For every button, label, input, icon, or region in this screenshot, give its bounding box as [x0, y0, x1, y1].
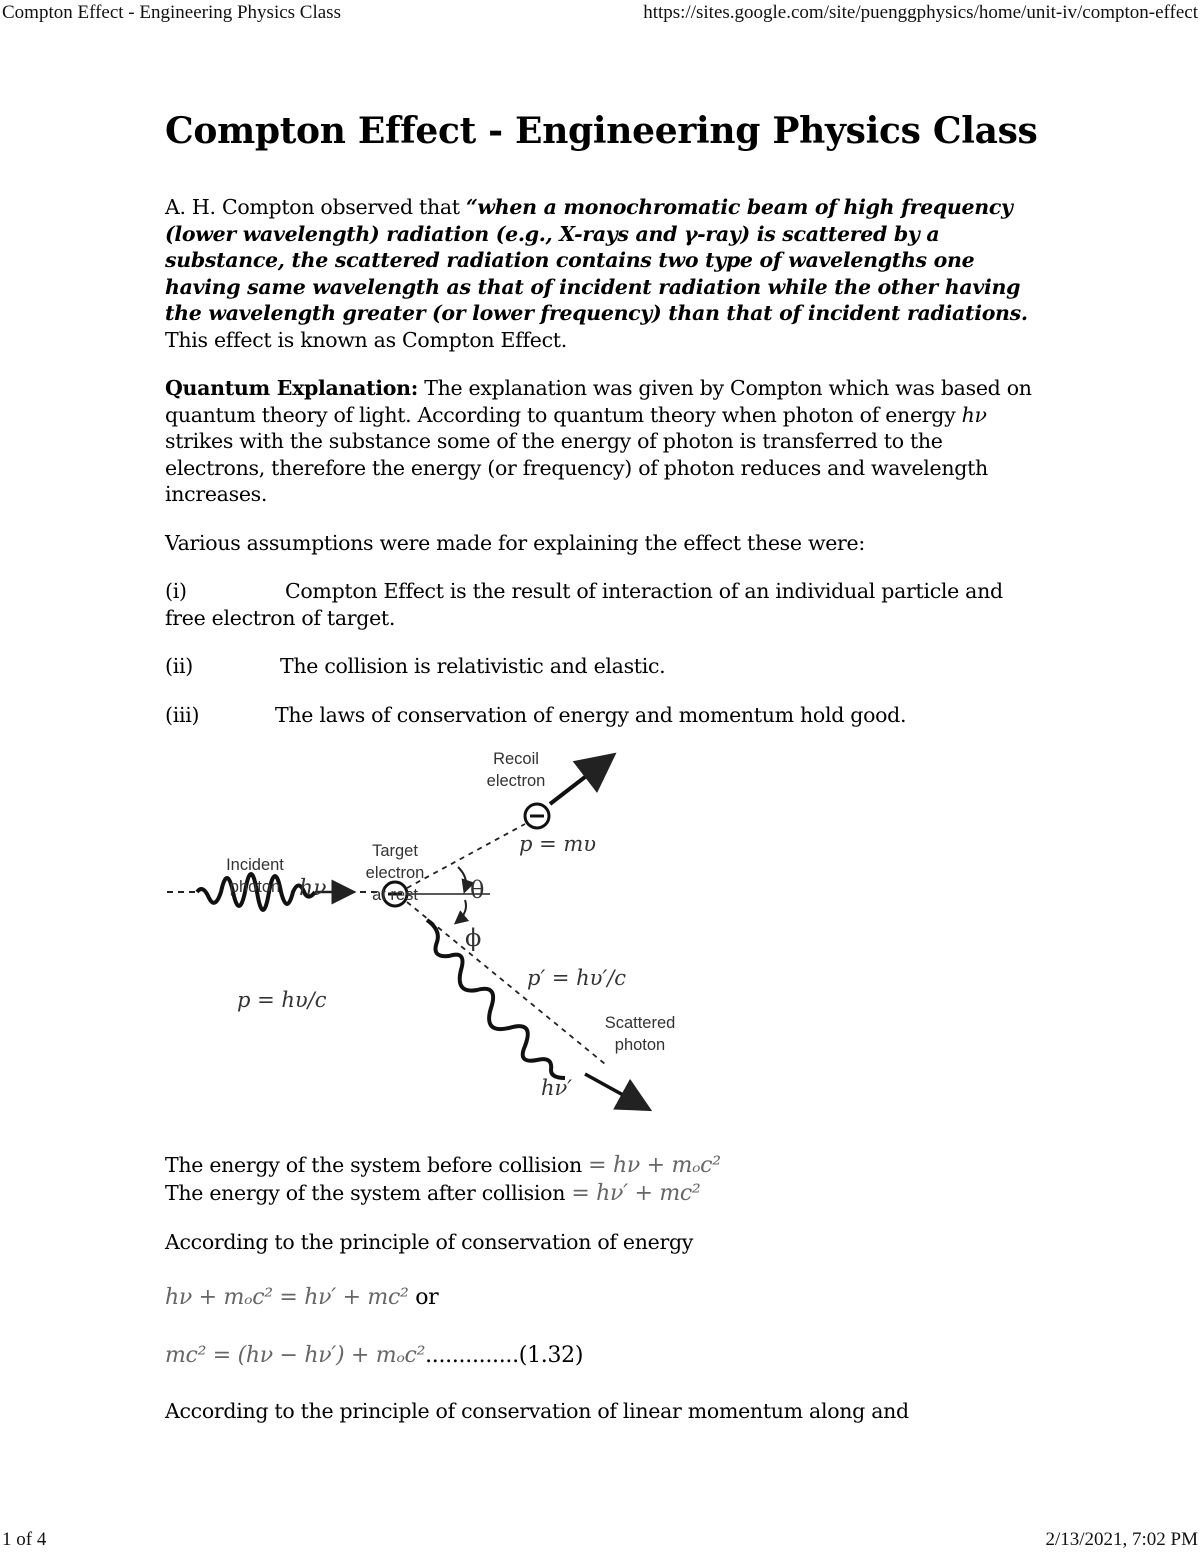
- intro-quote: “when a monochromatic beam of high frequency (lower wavelength) radiation (e.g., X-rays and γ-ray) is scattered by a substance, the scattered radiation contains two type of wavelengths one having same wavelength as that of incident radiation while the other having the wavelength greater (or lower frequency) than that of incident radiations.: [165, 195, 1028, 325]
- recoil-arrow: [550, 760, 607, 804]
- assumption-text: Compton Effect is the result of interaction of an individual particle and free electron of target.: [165, 579, 1003, 630]
- quantum-label: Quantum Explanation:: [165, 376, 418, 400]
- energy-before-line: [165, 1152, 1045, 1180]
- header-url[interactable]: https://sites.google.com/site/puenggphysics/home/unit-iv/compton-effect: [643, 2, 1198, 23]
- phi-arc: [457, 900, 466, 922]
- recoil-momentum-label: p = mυ: [519, 832, 597, 856]
- scattered-arrow: [585, 1074, 643, 1106]
- print-footer: [0, 1529, 1200, 1553]
- energy-after-line: [165, 1180, 1045, 1208]
- assumption-text: The laws of conservation of energy and momentum hold good.: [275, 702, 907, 727]
- energy-before-text: The energy of the system before collision: [165, 1153, 589, 1177]
- scattered-momentum-label: p′ = hυ′/c: [527, 966, 627, 990]
- equation-1-suffix: or: [415, 1284, 439, 1310]
- equation-1-line: [165, 1282, 1045, 1314]
- quantum-explanation-paragraph: [165, 375, 1045, 508]
- header-page-title: Compton Effect - Engineering Physics Class: [2, 2, 341, 23]
- scattered-wave: [427, 920, 565, 1078]
- quantum-text-2: strikes with the substance some of the energy of photon is transferred to the electrons, therefore the energy (or frequency) of photon reduces and wavelength increases.: [165, 429, 988, 506]
- equation-1: hν + mₒc² = hν′ + mc²: [165, 1284, 409, 1310]
- conservation-energy-text: According to the principle of conservation of energy: [165, 1230, 694, 1254]
- assumptions-intro: Various assumptions were made for explaining the effect these were:: [165, 530, 865, 555]
- energy-after-equation: = hν′ + mc²: [571, 1180, 701, 1206]
- assumption-item-2: [165, 653, 1045, 680]
- recoil-electron-label: Recoil electron: [486, 750, 546, 790]
- quantum-text-1: The explanation was given by Compton which was based on quantum theory of light. According to quantum theory when photon of energy: [165, 376, 1032, 427]
- intro-prefix: A. H. Compton observed that: [165, 195, 466, 219]
- conservation-momentum-text: According to the principle of conservation of linear momentum along and: [165, 1398, 909, 1423]
- print-datetime: 2/13/2021, 7:02 PM: [1045, 1529, 1198, 1550]
- assumption-num: (ii): [165, 654, 193, 678]
- assumption-num: (iii): [165, 702, 200, 727]
- theta-label: θ: [470, 876, 485, 904]
- equation-2-suffix: ..............(1.32): [425, 1342, 584, 1368]
- intro-suffix: This effect is known as Compton Effect.: [165, 327, 567, 352]
- incident-hv-label: hν: [299, 876, 327, 901]
- document-body: [165, 110, 1045, 1424]
- scattered-photon-label: Scattered photon: [604, 1014, 676, 1054]
- assumption-num: (i): [165, 579, 187, 603]
- assumption-item-1: [165, 578, 1045, 631]
- energy-before-equation: = hν + mₒc²: [588, 1153, 721, 1178]
- compton-diagram-svg: [165, 744, 695, 1124]
- quantum-hv: hν: [961, 402, 987, 427]
- equation-2: mc² = (hν − hν′) + mₒc²: [165, 1342, 426, 1368]
- page-title: Compton Effect - Engineering Physics Class: [165, 110, 1038, 152]
- incident-momentum-label: p = hυ/c: [237, 988, 327, 1012]
- print-header: [0, 2, 1200, 26]
- energy-after-text: The energy of the system after collision: [165, 1180, 572, 1205]
- equation-2-line: [165, 1340, 1045, 1372]
- incident-photon-label: Incident photon: [226, 856, 284, 896]
- assumption-item-3: [165, 702, 1045, 729]
- scattered-hv-label: hν′: [541, 1076, 573, 1100]
- assumption-text: The collision is relativistic and elastic.: [280, 654, 666, 678]
- page-number: 1 of 4: [2, 1529, 47, 1550]
- phi-label: ϕ: [465, 924, 482, 952]
- intro-paragraph: [165, 194, 1045, 353]
- theta-arc: [458, 867, 466, 890]
- target-electron-label: Target electron at rest: [365, 842, 425, 904]
- compton-scattering-diagram: [165, 744, 695, 1124]
